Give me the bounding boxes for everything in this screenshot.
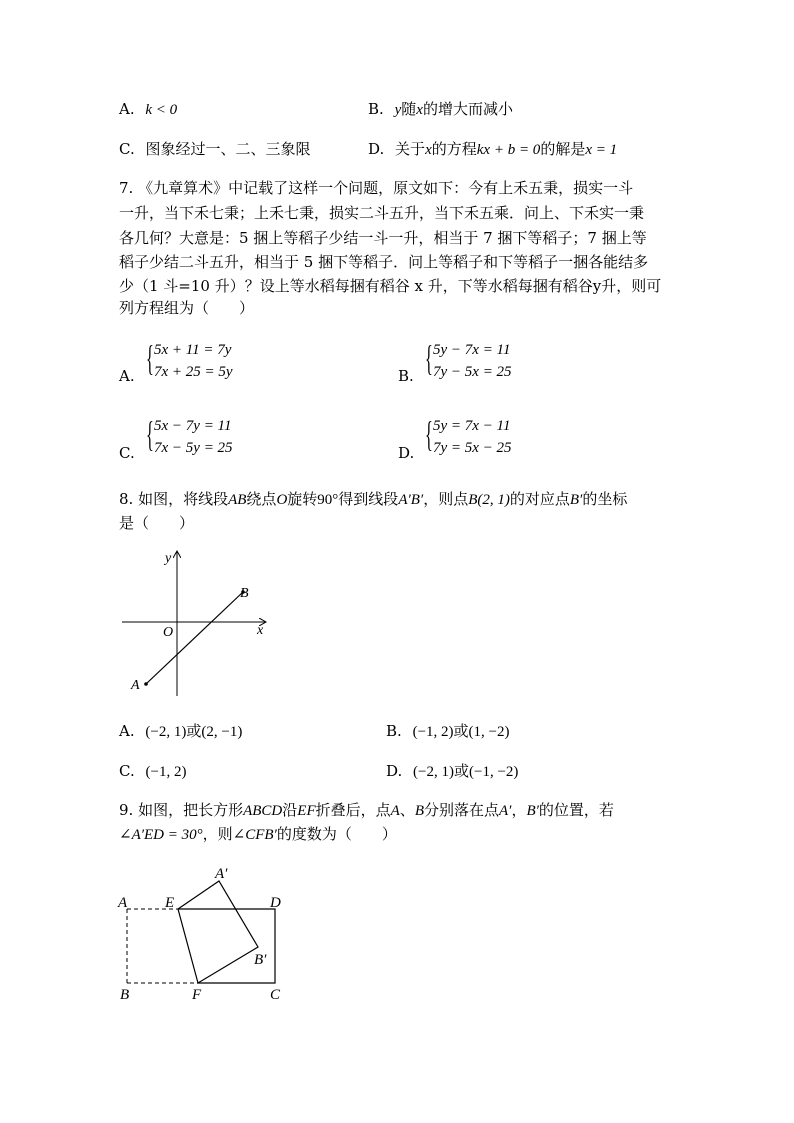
- math-var: A: [390, 803, 400, 819]
- text: ，则: [202, 825, 233, 843]
- option-label: B.: [368, 100, 384, 118]
- label-f: F: [192, 987, 202, 1003]
- math-var: B: [414, 803, 424, 819]
- text: 、: [399, 801, 415, 819]
- label-e: E: [165, 895, 175, 911]
- option-label: D.: [386, 762, 403, 780]
- coordinate: (1, −2): [468, 724, 510, 740]
- q7-line: 列方程组为（ ）: [119, 299, 255, 317]
- q8-option-a[interactable]: [119, 721, 242, 742]
- point-a-label: A: [131, 678, 140, 693]
- q8-coordinate-figure: [115, 546, 275, 706]
- point-b-label: B: [240, 586, 249, 601]
- math-expression: ∠CFB′: [232, 827, 277, 843]
- brace-icon: {: [146, 414, 154, 454]
- text: 的解是: [540, 140, 586, 158]
- math-var: EF: [297, 803, 316, 819]
- math-expression: ∠A′ED = 30°: [119, 827, 203, 843]
- text: 关于: [395, 140, 426, 158]
- q8-stem-line1: [119, 489, 627, 510]
- brace-icon: {: [425, 338, 433, 378]
- equation: 5y = 7x − 11: [433, 418, 511, 434]
- q7-option-a-label[interactable]: A.: [119, 367, 135, 385]
- text: 沿: [282, 801, 298, 819]
- math-var: AB: [228, 492, 247, 508]
- text: 折叠后，点: [315, 801, 391, 819]
- q6-option-a[interactable]: [119, 99, 177, 120]
- coordinate: (−2, 1): [145, 724, 187, 740]
- q7-line: 各几何？大意是：5 捆上等稻子少结一斗一升，相当于 7 捆下等稻子；7 捆上等: [119, 229, 647, 247]
- coordinate: (−2, 1): [413, 764, 454, 780]
- text: 的坐标: [582, 490, 628, 508]
- math-var: x: [416, 102, 423, 118]
- text: 或: [453, 722, 469, 740]
- text: 的方程: [431, 140, 477, 158]
- point-a: [144, 682, 148, 686]
- q8-stem-line2: 是（ ）: [119, 514, 195, 532]
- text: 绕点: [246, 490, 277, 508]
- equation: 5x − 7y = 11: [154, 418, 232, 434]
- y-axis-label: y: [165, 551, 172, 566]
- math-var: A′: [499, 803, 512, 819]
- q7-line: 7. 《九章算术》中记载了这样一个问题，原文如下：今有上禾五秉，损实一斗: [119, 179, 634, 197]
- label-b: B: [120, 987, 130, 1003]
- text: ，则点: [423, 490, 469, 508]
- text: 的增大而减小: [422, 100, 513, 118]
- q7-line: 少（1 斗=10 升）？设上等水稻每捆有稻谷 x 升，下等水稻每捆有稻谷y升，则可: [119, 277, 662, 295]
- label-a: A: [118, 895, 128, 911]
- q7-line: 稻子少结二斗五升，相当于 5 捆下等稻子．问上等稻子和下等稻子一捆各能结多: [119, 253, 649, 271]
- option-label: B.: [386, 722, 402, 740]
- origin-label: O: [163, 625, 174, 640]
- equation: 7y − 5x = 25: [433, 364, 512, 380]
- math-expression: k < 0: [145, 102, 178, 118]
- text: 8. 如图，将线段: [119, 490, 229, 508]
- coordinate: (−1, 2): [412, 724, 454, 740]
- text: 随: [401, 100, 417, 118]
- math-var: A′B′: [398, 492, 424, 508]
- math-var: B′: [526, 803, 539, 819]
- coordinate: (2, −1): [201, 724, 243, 740]
- q9-folding-figure: [112, 862, 297, 1007]
- q9-stem-line1: [119, 800, 614, 821]
- math-expression: kx + b = 0: [476, 142, 541, 158]
- math-var: B′: [569, 492, 583, 508]
- math-expression: B(2, 1): [468, 492, 510, 508]
- text: 或: [454, 762, 470, 780]
- equation: 7y = 5x − 25: [433, 440, 512, 456]
- label-a-prime: A′: [215, 866, 228, 882]
- text: 的对应点: [509, 490, 570, 508]
- rectangle-solid-part: [178, 909, 275, 983]
- brace-icon: {: [146, 338, 154, 378]
- text: 图象经过一、二、三象限: [145, 140, 311, 158]
- equation: 5y − 7x = 11: [433, 342, 511, 358]
- segment-ab: [146, 592, 243, 684]
- text: 或: [186, 722, 202, 740]
- option-label: A.: [119, 100, 135, 118]
- math-var: ABCD: [243, 803, 283, 819]
- text: 分别落在点: [423, 801, 499, 819]
- equation: 7x + 25 = 5y: [154, 364, 233, 380]
- math-expression: x = 1: [585, 142, 618, 158]
- q8-option-b[interactable]: [386, 721, 510, 742]
- q7-line: 一升，当下禾七秉；上禾七秉，损实二斗五升，当下禾五乘．问上、下禾实一秉: [119, 204, 645, 222]
- label-c: C: [270, 987, 281, 1003]
- equation: 7x − 5y = 25: [154, 440, 233, 456]
- text: 旋转: [287, 490, 318, 508]
- label-d: D: [270, 895, 281, 911]
- coordinate: (−1, 2): [145, 764, 187, 780]
- text: 得到线段: [338, 490, 399, 508]
- option-label: C.: [119, 762, 135, 780]
- label-b-prime: B′: [254, 952, 267, 968]
- q8-option-c[interactable]: [119, 761, 186, 782]
- option-label: C.: [119, 140, 135, 158]
- folded-quadrilateral: [178, 881, 258, 983]
- equation: 5x + 11 = 7y: [154, 342, 232, 358]
- brace-icon: {: [425, 414, 433, 454]
- q8-option-d[interactable]: [386, 761, 518, 782]
- q9-stem-line2: [119, 824, 397, 845]
- option-label: D.: [368, 140, 385, 158]
- math-var: y: [394, 102, 402, 118]
- coordinate: (−1, −2): [469, 764, 519, 780]
- text: 9. 如图，把长方形: [119, 801, 244, 819]
- text: 的度数为（ ）: [276, 825, 397, 843]
- q6-option-d[interactable]: [368, 139, 617, 160]
- q6-option-c[interactable]: [119, 139, 311, 159]
- q7-option-c-label[interactable]: C.: [119, 444, 135, 462]
- option-label: A.: [119, 722, 135, 740]
- text: ，: [511, 801, 527, 819]
- text: 的位置，若: [538, 801, 614, 819]
- q7-option-b-label[interactable]: B.: [398, 367, 414, 385]
- q6-option-b[interactable]: [368, 99, 513, 120]
- math-expression: 90°: [317, 492, 339, 508]
- x-axis-label: x: [257, 623, 264, 638]
- q7-option-d-label[interactable]: D.: [398, 444, 415, 462]
- math-var: O: [276, 492, 288, 508]
- math-var: x: [425, 142, 432, 158]
